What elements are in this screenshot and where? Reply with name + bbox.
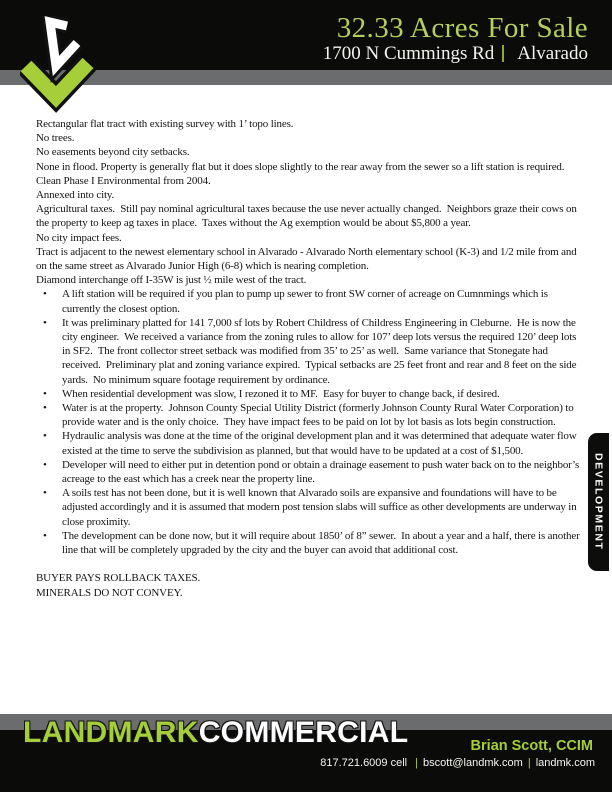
page-title: 32.33 Acres For Sale (336, 12, 588, 44)
address-text: 1700 N Cummings Rd (322, 43, 495, 64)
list-item (36, 429, 585, 457)
email-text: bscott@landmk.com (423, 757, 523, 769)
landmark-logo-icon (20, 16, 102, 120)
landmark-logo (20, 16, 102, 120)
website-text: landmk.com (535, 757, 595, 769)
bullet-icon: • (43, 288, 47, 301)
list-item (36, 401, 585, 429)
bullet-text: Water is at the property. Johnson County Special Utility District (formerly Johnson County Rural Water Corporation) to provide water and is the only choice. They have impact fees to be paid on lot by lot basis as lots begin construction. (62, 402, 577, 429)
paragraph: No easements beyond city setbacks. (36, 146, 190, 159)
bullet-icon: • (43, 402, 47, 415)
bullet-text: When residential development was slow, I rezoned it to MF. Easy for buyer to change back, if desired. (62, 387, 500, 400)
closing-line: BUYER PAYS ROLLBACK TAXES. (36, 572, 201, 585)
bullet-icon: • (43, 529, 47, 542)
paragraph: No trees. (36, 132, 75, 145)
brand-landmark: LANDMARK (23, 716, 199, 749)
development-tab-label: DEVELOPMENT (592, 453, 605, 551)
contact-separator: | (415, 757, 419, 769)
bullet-text: It was preliminary platted for 141 7,000 sf lots by Robert Childress of Childress Engineering in Cleburne. He is now the city engineer. We received a variance from the zoning rules to allow for 107’ deep lots versus the required 120’ deep lots in SF2. The front collector street setback was modified from 35’ to 25’ as well. Same variance that Stonegate had received. Preliminary plat and zoning variance expired. Typical setbacks are 25 feet front and rear and 8 feet on the side yards. No minimum square footage requirement by ordinance. (62, 316, 579, 386)
paragraph: No city impact fees. (36, 231, 122, 244)
property-description (36, 117, 585, 600)
paragraph: Tract is adjacent to the newest elementary school in Alvarado - Alvarado North elementary school (K-3) and 1/2 mile from and on the same street as Alvarado Junior High (6-8) which is nearing completion. (36, 245, 580, 273)
bullet-text: A lift station will be required if you plan to pump up sewer to front SW corner of acreage on Cumnmings which is currently the closest option. (62, 288, 551, 315)
bullet-text: Developer will need to either put in detention pond or obtain a drainage easement to push water back on to the neighbor’s acreage to the east which has a creek near the property line. (62, 458, 582, 486)
list-item (36, 287, 585, 315)
paragraph: None in flood. Property is generally flat but it does slope slightly to the rear away from the sewer so a lift station is required. (36, 160, 565, 173)
bullet-icon: • (43, 316, 47, 329)
feature-list (36, 287, 585, 557)
list-item (36, 316, 585, 387)
list-item (36, 387, 585, 401)
paragraph: Rectangular flat tract with existing survey with 1’ topo lines. (36, 118, 294, 130)
paragraph: Diamond interchange off I-35W is just ½ mile west of the tract. (36, 274, 307, 287)
city-text: Alvarado (517, 43, 588, 64)
paragraph: Agricultural taxes. Still pay nominal agricultural taxes because the use never actually changed. Neighbors graze their cows on the property to keep ag taxes in place. Taxes without the Ag exemption would be about $5,800 a year. (36, 203, 580, 230)
bullet-icon: • (43, 387, 47, 400)
bullet-icon: • (43, 458, 47, 471)
contact-line (320, 757, 595, 769)
header-subtitle (323, 43, 588, 64)
development-tab (588, 433, 609, 571)
paragraph: Annexed into city. (36, 189, 115, 202)
closing-block (36, 571, 585, 599)
address-separator-bar (502, 45, 504, 62)
paragraph: Clean Phase I Environmental from 2004. (36, 174, 211, 187)
agent-name: Brian Scott, CCIM (470, 738, 593, 754)
list-item (36, 486, 585, 529)
bullet-text: A soils test has not been done, but it is well known that Alvarado soils are expansive and foundations will have to be adjusted accordingly and it is assumed that modern post tension slabs will suffice as other developments are underway in close proximity. (62, 487, 580, 528)
brand-wordmark (23, 717, 408, 749)
bullet-icon: • (43, 487, 47, 500)
logo-bracket-white (50, 22, 77, 66)
closing-line: MINERALS DO NOT CONVEY. (36, 586, 183, 599)
bullet-icon: • (43, 430, 47, 443)
brand-commercial: COMMERCIAL (198, 716, 409, 749)
list-item (36, 529, 585, 557)
contact-separator: | (527, 757, 531, 769)
bullet-text: The development can be done now, but it will require about 1850’ of 8” sewer. In about a year and a half, there is another line that will be completely upgraded by the city and the buyer can avoid that additional cost. (62, 529, 583, 557)
bullet-text: Hydraulic analysis was done at the time of the original development plan and it was determined that adequate water flow existed at the time to serve the subdivision as planned, but that would have to be updated at a cost of $1,500. (62, 430, 580, 457)
phone-text: 817.721.6009 cell (320, 757, 411, 769)
list-item (36, 458, 585, 486)
